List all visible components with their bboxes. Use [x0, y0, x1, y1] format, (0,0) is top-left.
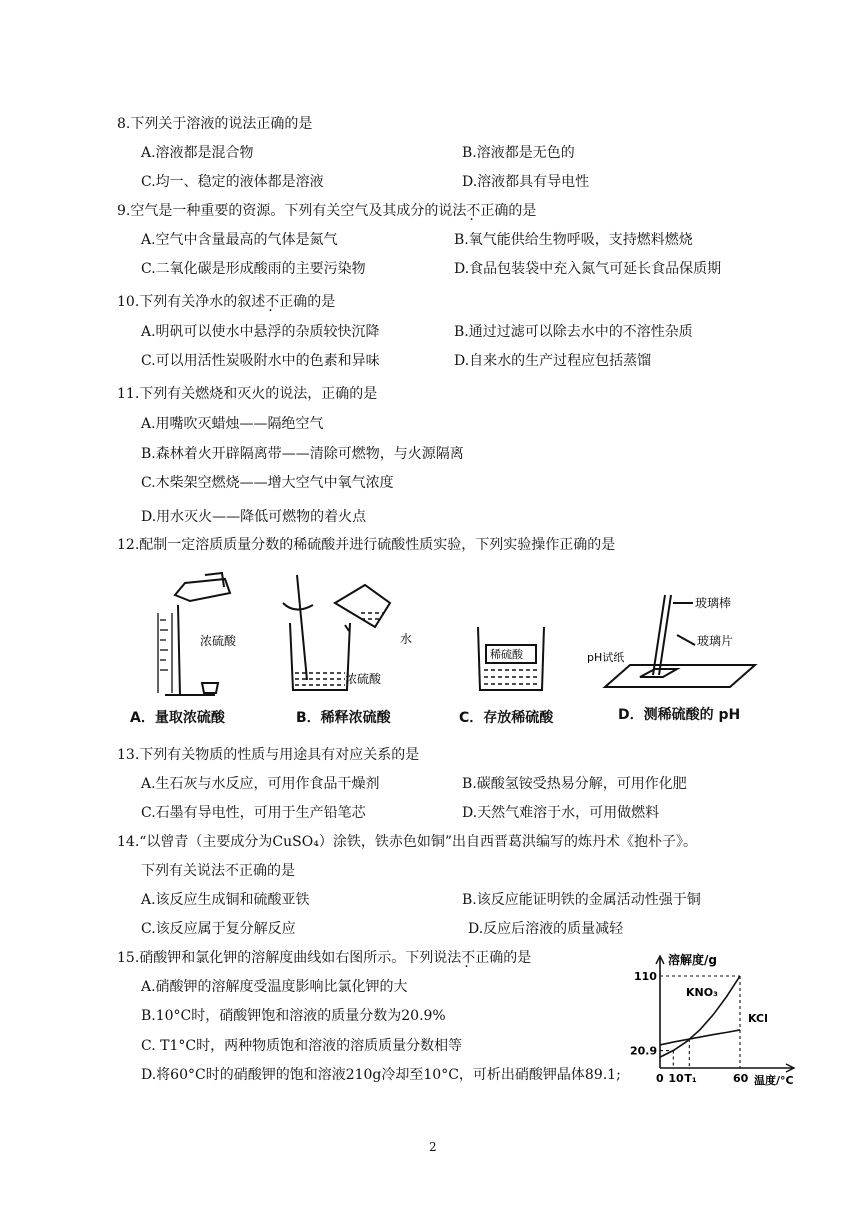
caption-b: B．稀释浓硫酸 [296, 710, 391, 726]
q13-option-d: D.天然气难溶于水，可用做燃料 [462, 805, 660, 821]
kcl-label: KCl [748, 1012, 768, 1025]
q15-option-d: D.将60°C时的硝酸钾的饱和溶液210g冷却至10°C，可析出硝酸钾晶体89.1; [141, 1067, 621, 1083]
q8-option-c: C.均一、稳定的液体都是溶液 [141, 174, 324, 190]
q11-option-a: A.用嘴吹灭蜡烛——隔绝空气 [141, 416, 324, 432]
q15-stem: 15.硝酸钾和氯化钾的溶解度曲线如右图所示。下列说法不正确的是 [117, 950, 532, 966]
q8-option-b: B.溶液都是无色的 [462, 145, 575, 161]
emphasis-mark: 不 [461, 950, 476, 966]
q14-option-d: D.反应后溶液的质量减轻 [468, 921, 624, 937]
q14-stem-2: 下列有关说法不正确的是 [141, 863, 295, 879]
q11-stem: 11.下列有关燃烧和灭火的说法，正确的是 [117, 386, 378, 402]
q14-option-c: C.该反应属于复分解反应 [141, 921, 296, 937]
q10-option-a: A.明矾可以使水中悬浮的杂质较快沉降 [141, 324, 380, 340]
q14-stem: 14.“以曾青（主要成分为CuSO₄）涂铁，铁赤色如铜”出自西晋葛洪编写的炼丹术《抱朴子》。 [117, 834, 697, 850]
q13-option-a: A.生石灰与水反应，可用作食品干燥剂 [141, 776, 380, 792]
figure-d-ph-test [585, 565, 775, 705]
emphasis-mark: 不 [265, 294, 280, 310]
y-axis-title: 溶解度/g [668, 953, 717, 967]
caption-a: A．量取浓硫酸 [130, 710, 225, 726]
fig-d-paper-label: pH试纸 [587, 651, 625, 664]
q10-option-b: B.通过过滤可以除去水中的不溶性杂质 [454, 324, 693, 340]
q15-option-a: A.硝酸钾的溶解度受温度影响比氯化钾的大 [141, 979, 408, 995]
fig-d-plate-label: 玻璃片 [697, 634, 734, 648]
q10-stem: 10.下列有关净水的叙述不正确的是 [117, 294, 336, 310]
figure-a-graduated-cylinder [120, 565, 280, 705]
fig-b-water-label: 水 [400, 632, 413, 646]
page-number: 2 [429, 1140, 437, 1154]
figure-c-bottle [460, 565, 570, 705]
emphasis-mark: 不 [466, 203, 481, 219]
q8-option-d: D.溶液都具有导电性 [462, 174, 590, 190]
x-tick-t1: T₁ [684, 1072, 697, 1085]
q8-option-a: A.溶液都是混合物 [141, 145, 254, 161]
x-tick-10: 10 [668, 1072, 684, 1085]
caption-d: D．测稀硫酸的 pH [618, 707, 741, 723]
y-tick-110: 110 [634, 970, 657, 983]
q13-option-c: C.石墨有导电性，可用于生产铅笔芯 [141, 805, 366, 821]
kno3-label: KNO₃ [686, 986, 718, 999]
q10-option-d: D.自来水的生产过程应包括蒸馏 [454, 353, 652, 369]
q11-option-d: D.用水灭火——降低可燃物的着火点 [141, 509, 367, 525]
q9-option-d: D.食品包装袋中充入氮气可延长食品保质期 [454, 261, 722, 277]
q13-option-b: B.碳酸氢铵受热易分解，可用作化肥 [462, 776, 687, 792]
q15-option-b: B.10°C时，硝酸钾饱和溶液的质量分数为20.9% [141, 1008, 446, 1024]
q11-option-c: C.木柴架空燃烧——增大空气中氧气浓度 [141, 475, 394, 491]
q12-stem: 12.配制一定溶质质量分数的稀硫酸并进行硫酸性质实验，下列实验操作正确的是 [117, 537, 616, 553]
x-tick-0: 0 [656, 1072, 664, 1085]
x-axis-title: 温度/°C [754, 1074, 794, 1087]
q9-option-b: B.氧气能供给生物呼吸，支持燃料燃烧 [454, 232, 693, 248]
q10-option-c: C.可以用活性炭吸附水中的色素和异味 [141, 353, 380, 369]
fig-c-label: 稀硫酸 [490, 648, 523, 661]
fig-a-label: 浓硫酸 [200, 634, 237, 648]
fig-b-acid-label: 浓硫酸 [345, 672, 382, 686]
kcl-curve [660, 1030, 740, 1045]
caption-c: C．存放稀硫酸 [459, 710, 554, 726]
solubility-chart [628, 950, 806, 1090]
q9-option-c: C.二氧化碳是形成酸雨的主要污染物 [141, 261, 366, 277]
q9-stem: 9.空气是一种重要的资源。下列有关空气及其成分的说法不正确的是 [117, 203, 537, 219]
x-tick-60: 60 [733, 1072, 749, 1085]
q14-option-b: B.该反应能证明铁的金属活动性强于铜 [462, 892, 701, 908]
q8-stem: 8.下列关于溶液的说法正确的是 [117, 116, 313, 132]
q11-option-b: B.森林着火开辟隔离带——清除可燃物，与火源隔离 [141, 446, 464, 462]
q14-option-a: A.该反应生成铜和硫酸亚铁 [141, 892, 310, 908]
q9-option-a: A.空气中含量最高的气体是氮气 [141, 232, 338, 248]
figure-b-beaker [265, 565, 425, 705]
q15-option-c: C. T1°C时，两种物质饱和溶液的溶质质量分数相等 [141, 1038, 463, 1054]
y-tick-20-9: 20.9 [630, 1044, 658, 1058]
q13-stem: 13.下列有关物质的性质与用途具有对应关系的是 [117, 747, 420, 763]
fig-d-rod-label: 玻璃棒 [695, 596, 732, 610]
